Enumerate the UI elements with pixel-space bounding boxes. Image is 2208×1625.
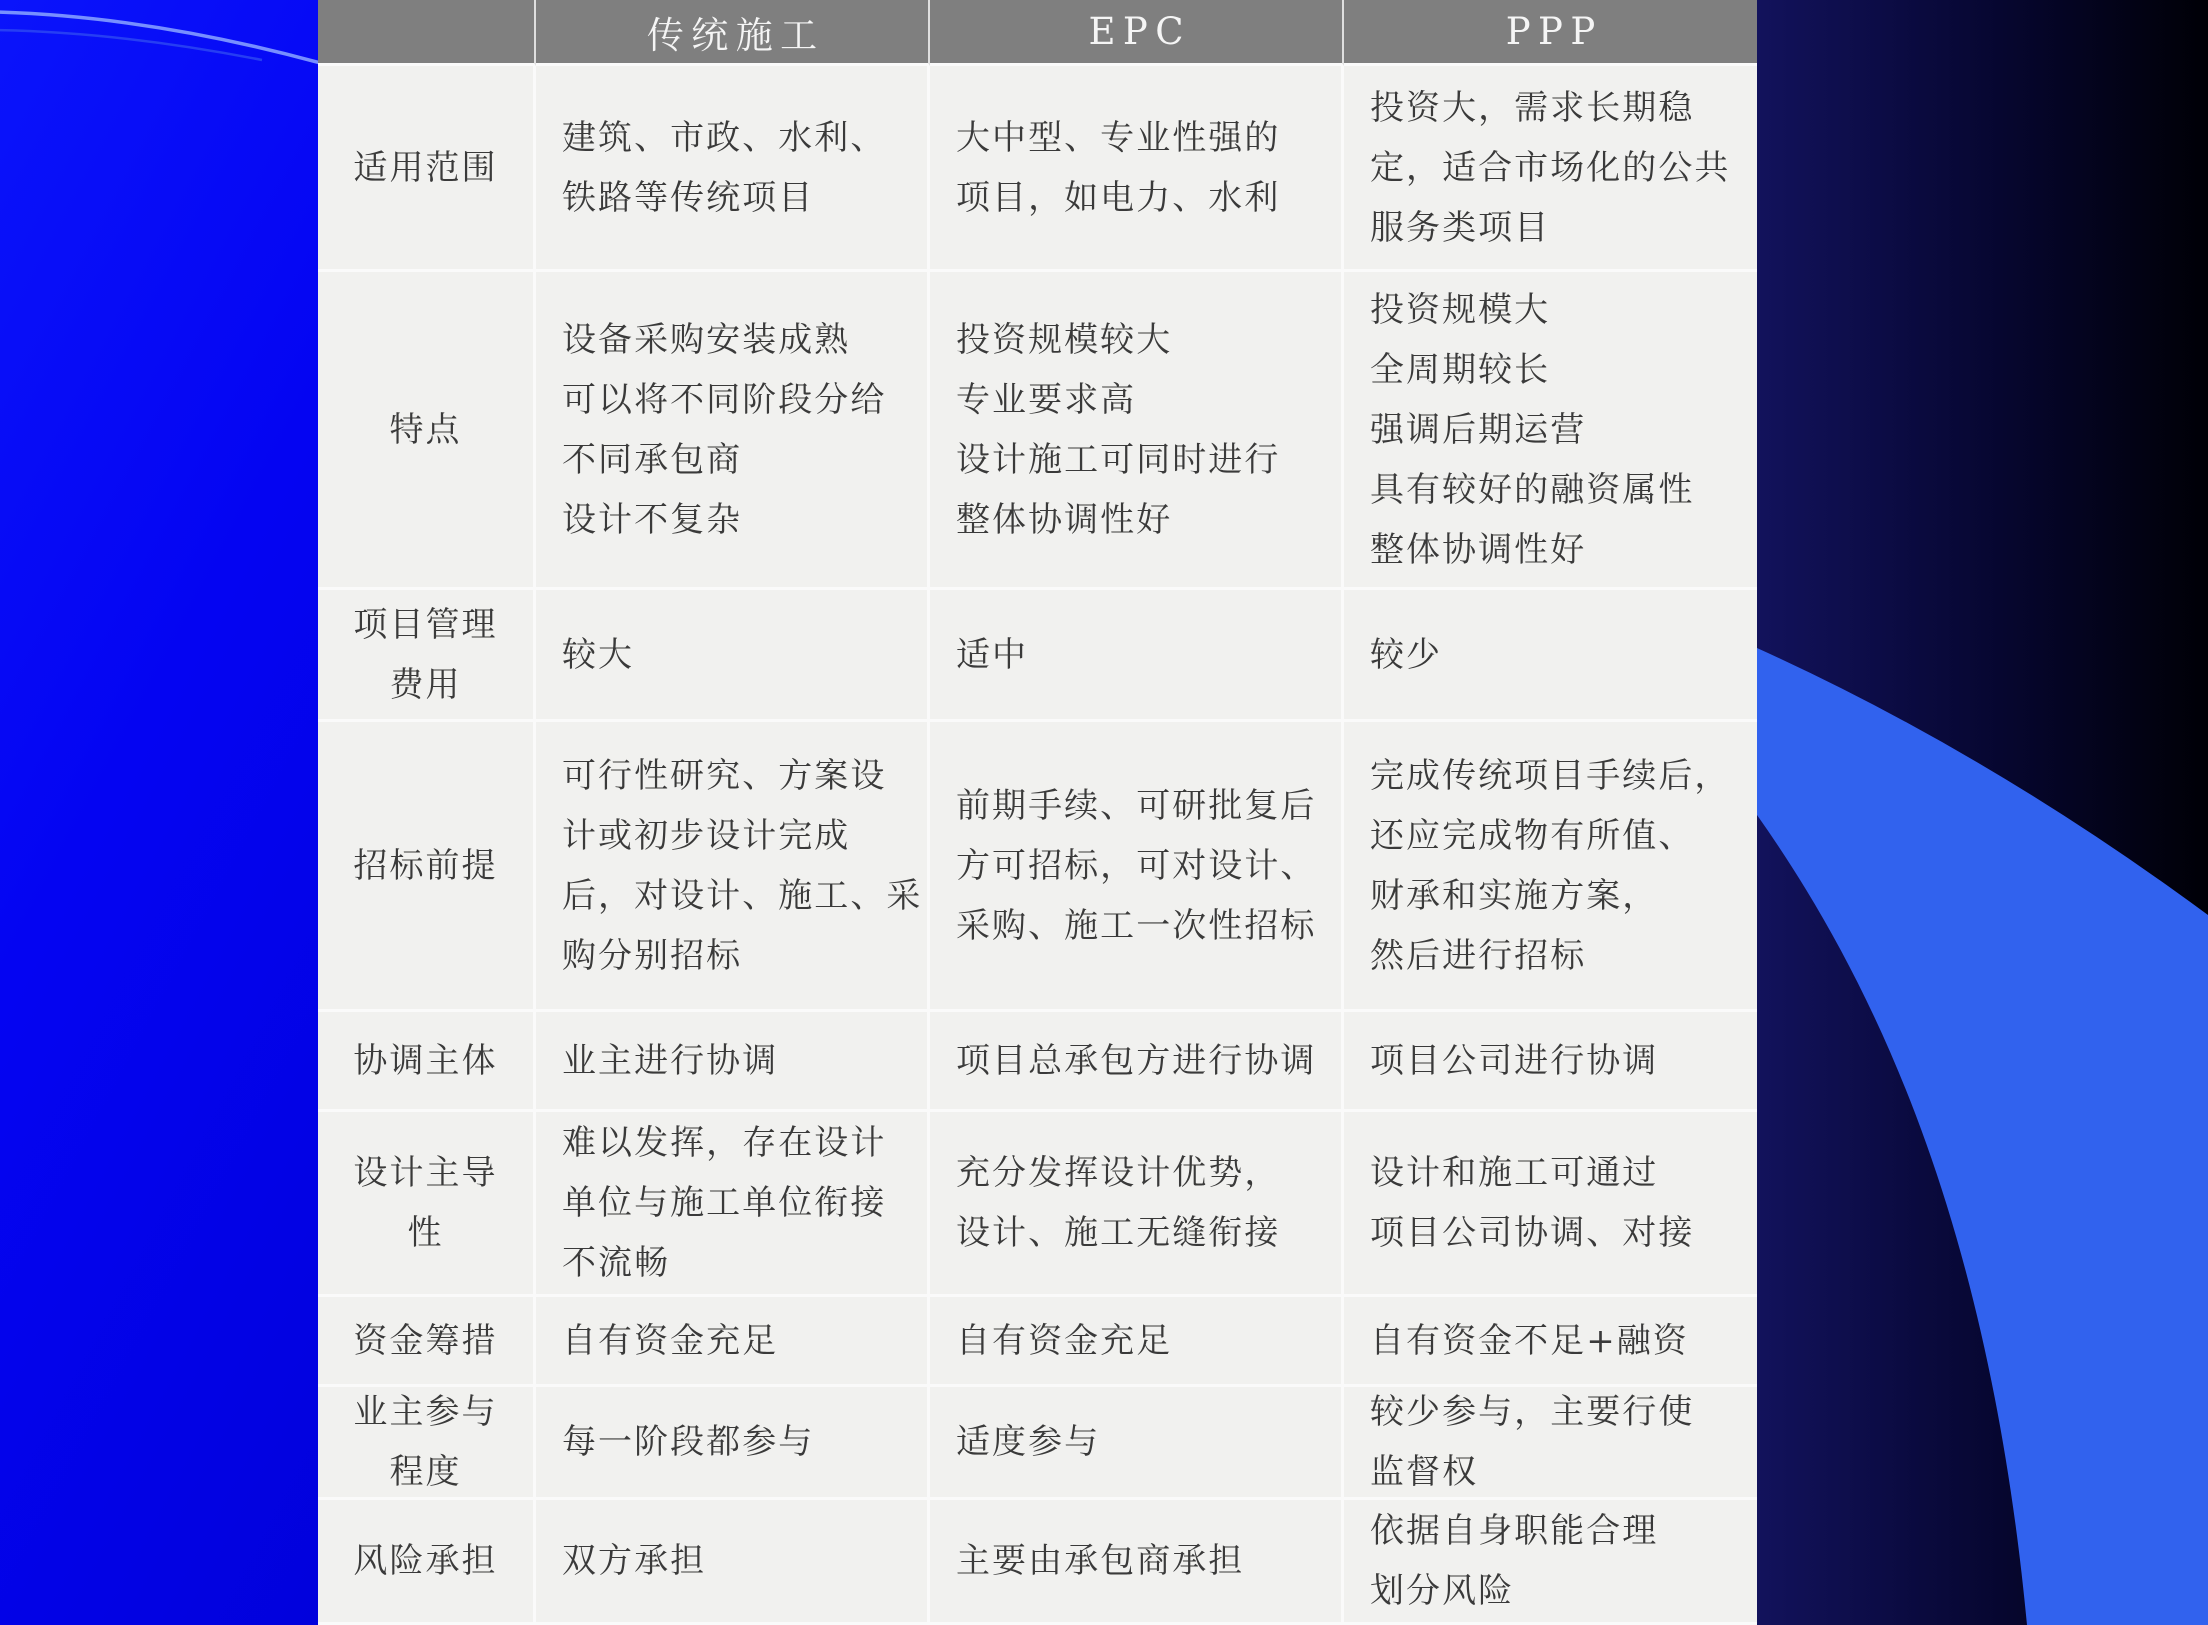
- cell-line: 服务类项目: [1370, 207, 1551, 248]
- data-cell: [1344, 1387, 1757, 1500]
- decorative-arc-dim: [0, 30, 262, 60]
- column-header-cell: [318, 0, 536, 66]
- cell-line: 依据自身职能合理: [1370, 1511, 1659, 1551]
- data-cell: [536, 590, 930, 722]
- cell-line: 较少参与，主要行使: [1370, 1392, 1695, 1432]
- cell-line: 可行性研究、方案设: [562, 755, 887, 796]
- cell-line: 较少: [1370, 634, 1443, 675]
- cell-line: 前期手续、可研批复后: [956, 785, 1317, 826]
- row-header-cell: [318, 1112, 536, 1297]
- column-header-label: EPC: [1088, 10, 1191, 53]
- table-row: [318, 1387, 1757, 1500]
- cell-line: 大中型、专业性强的: [956, 117, 1281, 158]
- row-header-line: 费用: [389, 664, 462, 705]
- table-row: [318, 590, 1757, 722]
- row-header-cell: [318, 1297, 536, 1387]
- decorative-arcs: [0, 0, 318, 150]
- table-row: [318, 722, 1757, 1012]
- table-row: [318, 1112, 1757, 1297]
- cell-line: 强调后期运营: [1370, 409, 1587, 450]
- row-header-line: 适用范围: [353, 147, 498, 188]
- row-header-cell: [318, 272, 536, 590]
- slide-background-right: [1757, 0, 2208, 1625]
- row-header-line: 资金筹措: [353, 1320, 498, 1361]
- cell-line: 单位与施工单位衔接: [562, 1183, 887, 1223]
- cell-line: 定，适合市场化的公共: [1370, 147, 1731, 188]
- slide-background-left: [0, 0, 318, 1625]
- cell-line: 项目公司协调、对接: [1370, 1213, 1695, 1253]
- table-header-row: [318, 0, 1757, 66]
- row-header-cell: [318, 590, 536, 722]
- cell-line: 主要由承包商承担: [956, 1541, 1245, 1581]
- cell-line: 投资规模大: [1370, 289, 1551, 330]
- cell-line: 业主进行协调: [562, 1040, 779, 1081]
- data-cell: [1344, 722, 1757, 1012]
- table-row: [318, 1500, 1757, 1625]
- row-header-line: 项目管理: [353, 604, 498, 645]
- cell-line: 采购、施工一次性招标: [956, 905, 1317, 946]
- cell-line: 项目，如电力、水利: [956, 177, 1281, 218]
- row-header-line: 风险承担: [353, 1541, 498, 1581]
- data-cell: [536, 1012, 930, 1112]
- column-header-cell: [930, 0, 1344, 66]
- cell-line: 项目公司进行协调: [1370, 1040, 1659, 1081]
- table-row: [318, 1012, 1757, 1112]
- cell-line: 计或初步设计完成: [562, 815, 851, 856]
- row-header-line: 业主参与: [353, 1392, 498, 1432]
- data-cell: [930, 1387, 1344, 1500]
- cell-line: 财承和实施方案，: [1370, 875, 1659, 916]
- cell-line: 适度参与: [956, 1422, 1101, 1462]
- data-cell: [536, 66, 930, 272]
- row-header-line: 性: [407, 1213, 444, 1253]
- data-cell: [1344, 1297, 1757, 1387]
- decorative-arc-bright: [0, 12, 318, 64]
- table-row: [318, 272, 1757, 590]
- cell-line: 设计和施工可通过: [1370, 1153, 1659, 1193]
- data-cell: [1344, 590, 1757, 722]
- data-cell: [536, 1297, 930, 1387]
- row-header-line: 程度: [389, 1452, 462, 1492]
- data-cell: [930, 722, 1344, 1012]
- cell-line: 专业要求高: [956, 379, 1137, 420]
- table-row: [318, 66, 1757, 272]
- data-cell: [1344, 1012, 1757, 1112]
- data-cell: [536, 1112, 930, 1297]
- table-row: [318, 1297, 1757, 1387]
- column-header-label: PPP: [1505, 10, 1603, 53]
- cell-line: 投资规模较大: [956, 319, 1173, 360]
- cell-line: 建筑、市政、水利、: [562, 117, 887, 158]
- data-cell: [930, 1012, 1344, 1112]
- cell-line: 铁路等传统项目: [562, 177, 815, 218]
- column-header-cell: [1344, 0, 1757, 66]
- data-cell: [1344, 1112, 1757, 1297]
- cell-line: 每一阶段都参与: [562, 1422, 815, 1462]
- comparison-table: [318, 0, 1757, 1625]
- cell-line: 可以将不同阶段分给: [562, 379, 887, 420]
- cell-line: 适中: [956, 634, 1029, 675]
- cell-line: 还应完成物有所值、: [1370, 815, 1695, 856]
- row-header-line: 设计主导: [353, 1153, 498, 1193]
- cell-line: 方可招标，可对设计、: [956, 845, 1317, 886]
- cell-line: 项目总承包方进行协调: [956, 1040, 1317, 1081]
- cell-line: 设备采购安装成熟: [562, 319, 851, 360]
- cell-line: 全周期较长: [1370, 349, 1551, 390]
- cell-line: 自有资金充足: [956, 1320, 1173, 1361]
- cell-line: 整体协调性好: [1370, 529, 1587, 570]
- cell-line: 设计不复杂: [562, 499, 743, 540]
- data-cell: [536, 722, 930, 1012]
- row-header-cell: [318, 66, 536, 272]
- column-header-cell: [536, 0, 930, 66]
- cell-line: 监督权: [1370, 1452, 1479, 1492]
- row-header-line: 招标前提: [353, 845, 498, 886]
- cell-line: 双方承担: [562, 1541, 707, 1581]
- row-header-cell: [318, 1387, 536, 1500]
- data-cell: [930, 272, 1344, 590]
- cell-line: 后，对设计、施工、采: [562, 875, 923, 916]
- cell-line: 难以发挥，存在设计: [562, 1123, 887, 1163]
- row-header-cell: [318, 1500, 536, 1625]
- cell-line: 充分发挥设计优势，: [956, 1153, 1281, 1193]
- data-cell: [930, 1297, 1344, 1387]
- cell-line: 较大: [562, 634, 635, 675]
- cell-line: 自有资金充足: [562, 1320, 779, 1361]
- cell-line: 不同承包商: [562, 439, 743, 480]
- row-header-cell: [318, 722, 536, 1012]
- row-header-line: 协调主体: [353, 1040, 498, 1081]
- cell-line: 设计施工可同时进行: [956, 439, 1281, 480]
- cell-line: 设计、施工无缝衔接: [956, 1213, 1281, 1253]
- data-cell: [930, 1500, 1344, 1625]
- row-header-cell: [318, 1012, 536, 1112]
- cell-line: 购分别招标: [562, 935, 743, 976]
- cell-line: 自有资金不足+融资: [1370, 1320, 1689, 1361]
- data-cell: [536, 1387, 930, 1500]
- data-cell: [536, 272, 930, 590]
- data-cell: [536, 1500, 930, 1625]
- cell-line: 然后进行招标: [1370, 935, 1587, 976]
- cell-line: 具有较好的融资属性: [1370, 469, 1695, 510]
- row-header-line: 特点: [389, 409, 462, 450]
- data-cell: [930, 66, 1344, 272]
- data-cell: [1344, 66, 1757, 272]
- data-cell: [1344, 1500, 1757, 1625]
- cell-line: 投资大，需求长期稳: [1370, 87, 1695, 128]
- data-cell: [930, 590, 1344, 722]
- data-cell: [1344, 272, 1757, 590]
- cell-line: 完成传统项目手续后，: [1370, 755, 1731, 796]
- cell-line: 不流畅: [562, 1243, 671, 1283]
- cell-line: 整体协调性好: [956, 499, 1173, 540]
- data-cell: [930, 1112, 1344, 1297]
- cell-line: 划分风险: [1370, 1571, 1515, 1611]
- column-header-label: 传统施工: [646, 13, 825, 57]
